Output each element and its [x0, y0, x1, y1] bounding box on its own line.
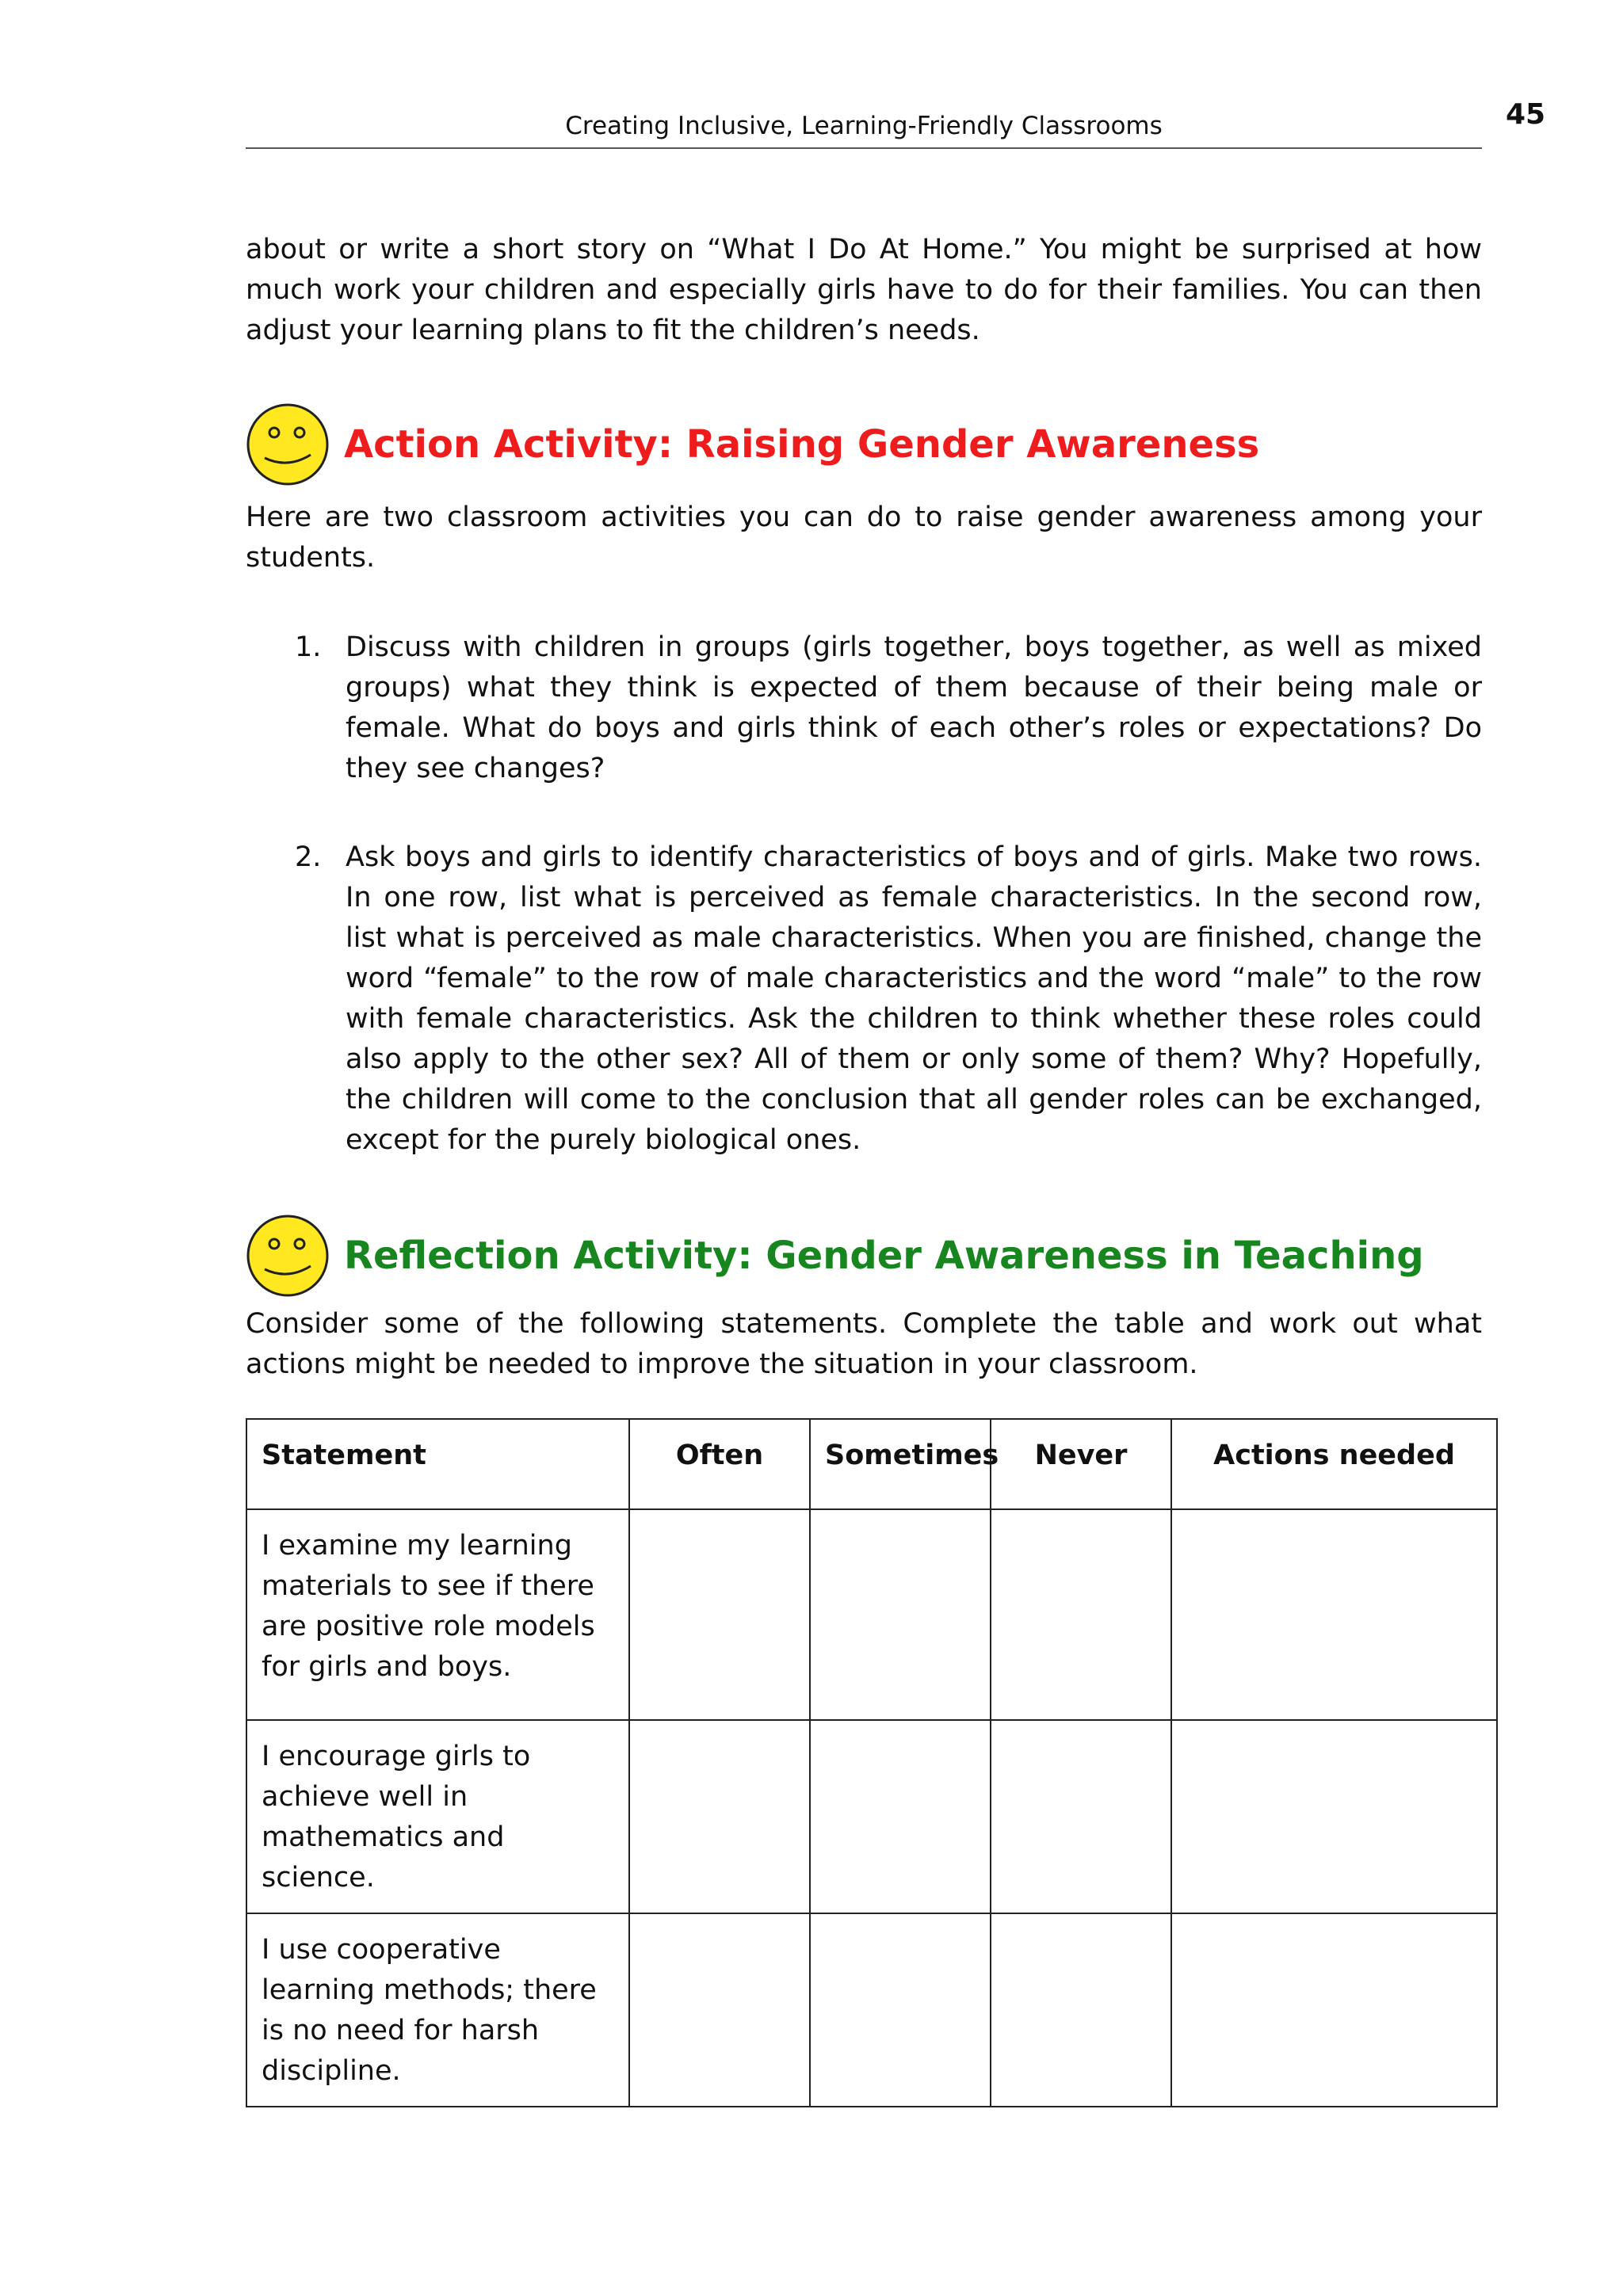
sometimes-cell[interactable]: [810, 1720, 991, 1913]
statement-cell: I encourage girls to achieve well in mathematics and science.: [246, 1720, 629, 1913]
smiley-icon: [246, 402, 330, 486]
header-sometimes: Sometimes: [810, 1419, 991, 1509]
reflection-activity-intro: Consider some of the following statements. Complete the table and work out what actions might be needed to improve the situation in your classroom.: [246, 1308, 1482, 1380]
list-item-text: Discuss with children in groups (girls together, boys together, as well as mixed groups) what they think is expected of them because of their being male or female. What do boys and girls think of each other’s roles or expectations? Do they see changes?: [346, 631, 1482, 784]
table-header-row: [246, 1419, 1497, 1509]
reflection-activity-title: Reflection Activity: Gender Awareness in Teaching: [344, 1234, 1424, 1278]
header-never: Never: [991, 1419, 1171, 1509]
never-cell[interactable]: [991, 1720, 1171, 1913]
list-item-number: 2.: [295, 841, 322, 873]
often-cell[interactable]: [629, 1913, 810, 2107]
sometimes-cell[interactable]: [810, 1509, 991, 1720]
table-row: [246, 1720, 1497, 1913]
header-title: Creating Inclusive, Learning-Friendly Classrooms: [565, 112, 1163, 140]
action-activity-heading: [246, 401, 1259, 488]
actions-needed-cell[interactable]: [1171, 1509, 1497, 1720]
action-activity-intro: Here are two classroom activities you can do to raise gender awareness among your students.: [246, 502, 1482, 574]
list-item: [295, 837, 1482, 1161]
list-item-text: Ask boys and girls to identify characteristics of boys and of girls. Make two rows. In one row, list what is perceived as female characteristics. In the second row, list what is perceived as male characteristics. When you are finished, change the word “female” to the row of male characteristics and the word “male” to the row with female characteristics. Ask the children to think whether these roles could also apply to the other sex? All of them or only some of them? Why? Hopefully, the children will come to the conclusion that all gender roles can be exchanged, except for the purely biological ones.: [346, 841, 1482, 1156]
actions-needed-cell[interactable]: [1171, 1720, 1497, 1913]
reflection-table: [246, 1418, 1498, 2107]
list-item-number: 1.: [295, 631, 322, 663]
often-cell[interactable]: [629, 1720, 810, 1913]
statement-cell: I use cooperative learning methods; there is no need for harsh discipline.: [246, 1913, 629, 2107]
sometimes-cell[interactable]: [810, 1913, 991, 2107]
often-cell[interactable]: [629, 1509, 810, 1720]
table-row: [246, 1913, 1497, 2107]
never-cell[interactable]: [991, 1913, 1171, 2107]
table-row: [246, 1509, 1497, 1720]
reflection-activity-heading: [246, 1212, 1424, 1299]
actions-needed-cell[interactable]: [1171, 1913, 1497, 2107]
intro-paragraph: about or write a short story on “What I Do At Home.” You might be surprised at how much work your children and especially girls have to do for their families. You can then adjust your learning plans to fit the children’s needs.: [246, 234, 1482, 346]
header-statement: Statement: [246, 1419, 629, 1509]
statement-cell: I examine my learning materials to see if there are positive role models for girls and boys.: [246, 1509, 629, 1720]
running-header: [246, 108, 1482, 149]
header-actions-needed: Actions needed: [1171, 1419, 1497, 1509]
page-number: 45: [1506, 98, 1546, 131]
never-cell[interactable]: [991, 1509, 1171, 1720]
header-often: Often: [629, 1419, 810, 1509]
smiley-icon: [246, 1214, 330, 1298]
action-activity-title: Action Activity: Raising Gender Awareness: [344, 422, 1260, 467]
list-item: [295, 627, 1482, 789]
